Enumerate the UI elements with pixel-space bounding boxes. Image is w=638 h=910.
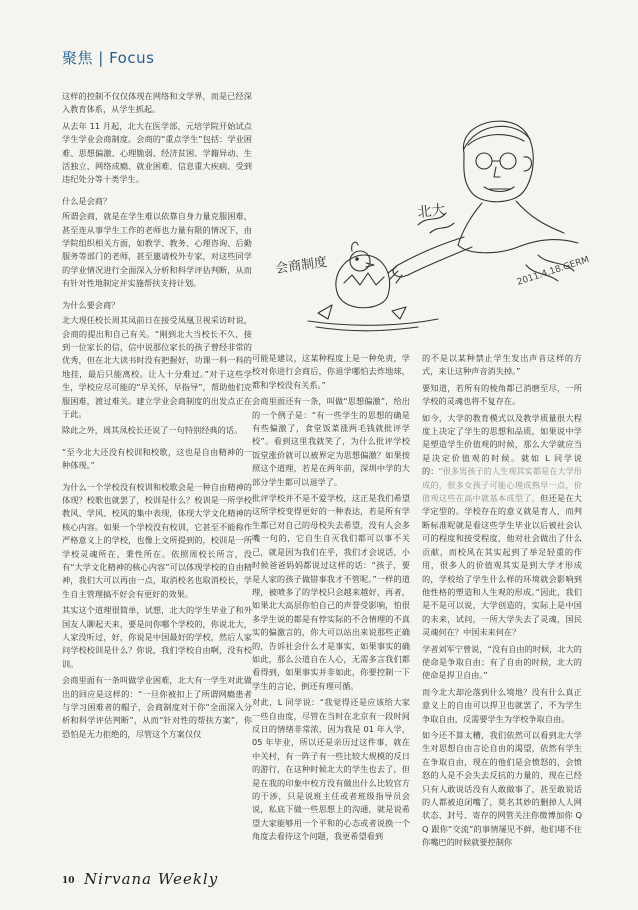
paragraph: 的不是以某种禁止学生发出声音这样的方式，来让这种声音消失掉。” (422, 353, 582, 377)
article-column-1 (62, 90, 252, 744)
section-header: 聚焦 | Focus (62, 49, 155, 67)
magazine-name: Nirvana Weekly (84, 870, 219, 888)
paragraph: 从去年 11 月起，北大在医学部、元培学院开始试点学生学业会商制度。会商的“重点学生”包括：学业困难、思想偏激、心理脆弱、经济贫困、学籍异动、生活独立、网络成瘾、就业困难、信息重大疾病、受到违纪处分等十类学生。 (62, 120, 252, 185)
highlighted-quote: “很多男孩子的人生观其实都是在大学形成的，很多女孩子可能心理成熟早一点，价值观这些在高中就基本成型了， (422, 466, 582, 504)
artist-signature: 2011.4.18.GERM (515, 255, 591, 288)
illustration-label-right: 北大 (416, 202, 447, 221)
article-column-3 (422, 352, 582, 853)
pull-quote: “至今北大还没有校训和校歌，这也是自由精神的一种体现。” (62, 446, 252, 471)
subheading-what-is-consultation: 什么是会商？ (62, 195, 112, 206)
paragraph: 可能是建议，这某种程度上是一种免责，学校对你进行会商后，你退学哪怕去炸地球，都和学校没有关系。” (252, 353, 410, 390)
paragraph: 为什么一个学校没有校训和校歌会是一种自由精神的体现？校歌也就罢了，校训是什么？校训是一所学校教风、学风、校风的集中表现，体现大学文化精神的核心内容。如果一个学校没有校训，它甚至不能称作严格意义上的学校，也像上文所提到的，校训是一所学校灵魂所在、秉性所在。依照周校长所言，没有“大学文化精神的核心内容”可以体现学校的自由精神，我们大可以再由一点，取消校名也取消校长，学生自主管理搞不好会有更好的效果。 (62, 481, 252, 599)
paragraph: 如今还不算太糟，我们依然可以看到北大学生对思想自由言论自由的渴望，依然有学生在争取自由，现在的他们是会愤怒的，会愤怒的人是不会失去反抗的力量的，现在已经只有人敢说话没有人敢做事了，甚至敢说话的人都被迫闭嘴了，莫名其妙的删掉人人网状态、封号、寄存的网管关注你微博加你 QQ 跟你“交流”的事情屡见不鲜，他们堵不住你嘴巴的时候就要控制你 (422, 729, 582, 848)
paragraph: 批评学校并不是不爱学校，这正是我们希望这所学校变得更好的一种表达，若是所有学生都已对自己的母校失去希望，没有人会多嘴一句的，它自生自灭我们都可以事不关己，就是因为我们在乎，我们才会说话，小时候爸爸妈妈都说过这样的话：“孩子，要是人家的孩子做错事我才不管呢。”一样的道理，被喷多了的学校只会越来越好，再者，如果北大高层你怕自己的声誉受影响，怕很多学生说的都是有悖实际的不合情理的不真实的偏激言的，你大可以站出来说那些正确的，告诉社会什么才是事实，如果事实的确如此，那么公道自在人心，无需多言我们都看得到，如果事实并非如此，你要控制一下学生的言论，倒还有理可循。 (252, 493, 410, 691)
paragraph: 会商里面有一条叫做学业困难，北大有一学生对此做出的回应是这样的：“一旦你被扣上了所谓网瘾患者与学习困难者的帽子，会商制度对于你“全面深入分析和科学评估判断”，从而“针对性的帮扶方案”，你恐怕是无力拒绝的，尽管这个方案仅仅 (62, 675, 252, 739)
paragraph: 会商里面还有一条，叫做“思想偏激”，给出的一个例子是：“有一些学生的思想的确是有些偏激了，食堂饭菜涨两毛钱就批评学校”。看到这里我就笑了，为什么批评学校饭堂涨价就可以被界定为思想偏激？如果按照这个道理，若是在两年前，深圳中学的大部分学生都可以退学了。 (252, 396, 410, 487)
paragraph: 这样的控制不仅仅体现在网络和文学界，而是已经深入教育体系，从学生抓起。 (62, 91, 252, 115)
article-column-2 (252, 352, 410, 847)
illustration-label-left: 会商制度 (274, 254, 329, 277)
paragraph: 除此之外，周其凤校长还说了一句特别经典的话。 (62, 425, 243, 436)
cartoon-illustration (268, 105, 598, 340)
paragraph-text: 但还是在大学定型的。学校存在的意义就是育人，而判断标准呢就是看这些学生毕业以后被社会认可的程度和接受程度，他对社会做出了什么贡献，而校风在其实起到了举足轻重的作用，很多人的价值观其实是到大学才形成的，学校给了学生什么样的环境就会影响到他性格的塑造和人生观的形成。”因此，我们是不是可以说，大学创造的，实际上是中国的未来，试问，一所大学失去了灵魂，国民灵魂何在？中国未来何在？ (422, 493, 582, 638)
paragraph: 其实这个道理很简单，试想，北大的学生毕业了和外国友人聊起天来，要是问你哪个学校的，你说北大，人家没听过，好，你说是中国最好的学校，然后人家问学校校训是什么？你说，我们学校自由啊，没有校训。 (62, 605, 252, 669)
paragraph: 学者刘军宁曾说，“没有自由的时候，北大的使命是争取自由；有了自由的时候，北大的使命是捍卫自由。” (422, 643, 582, 681)
paragraph: 而今北大却沦落到什么境地？没有什么真正意义上的自由可以捍卫也就罢了，不为学生争取自由，反需要学生为学校争取自由。 (422, 686, 582, 724)
paragraph-text: 如今，大学的教育模式以及教学质量很大程度上决定了学生的思想和品质，如果说中学是塑造学生价值观的时候，那么大学就应当是决定价值观的时候。就如 L 同学说的： (422, 412, 582, 477)
paragraph: 北大现任校长周其凤前日在接受凤凰卫视采访时说，会商的提出和自己有关。“刚到北大当校长不久，接到一位家长的信，信中说那位家长的孩子曾经非常的优秀，但在北大读书时没有把握好，功课一科一科的地挂，最后只能离校。让人十分难过。”对于这些学生，学校应尽可能的“早关怀，早指导”，帮助他们克服困难，渡过难关。建立学业会商制度的出发点正在于此。 (62, 315, 252, 419)
paragraph: 所谓会商，就是在学生难以依靠自身力量克服困难，甚至连从事学生工作的老师也力量有限的情况下，由学院组织相关方面，如教学、教务、心理咨询、后勤服务等部门的老师，甚至邀请校外专家，对这些同学的学业情况进行全面深入分析和科学评估判断，从而有针对性地制定并实施帮扶支持计划。 (62, 211, 252, 289)
page-number: 10 (62, 876, 75, 886)
paragraph (422, 412, 582, 640)
paragraph: 对此，L 同学说：“我觉得还是应该给大家一些自由度，尽管在当时在北京有一段时间反日的情绪非常浓，因为我是 01 年入学，05 年毕业，所以还是亲历过这件事，就在中关村，有一阵子有一些比较大规模的反日的游行，在这种时候北大的学生也去了，但是在我的印象中校方没有做出什么比较官方的干涉，只是说班主任或者班级指导员会说，私底下做一些思想上的沟通，就是说希望大家能够用一个平和的心态或者说换一个角度去看待这个问题，我更希望看到 (252, 697, 410, 842)
subheading-why-consultation: 为什么要会商？ (62, 299, 120, 310)
paragraph: 要知道，若所有的棱角都已消磨至尽，一所学校的灵魂也将不复存在。 (422, 382, 582, 407)
